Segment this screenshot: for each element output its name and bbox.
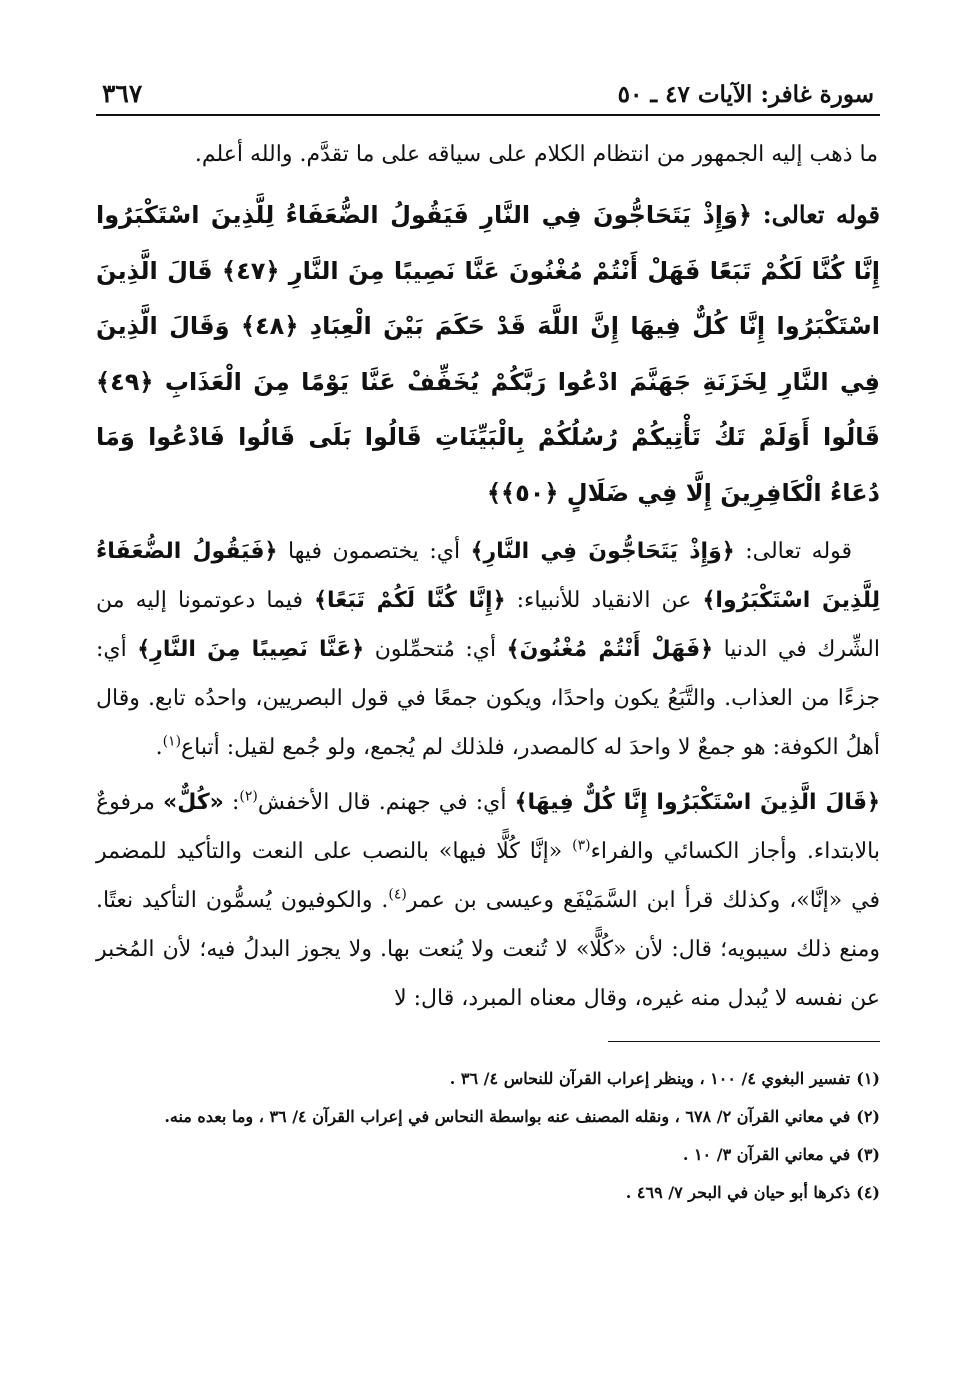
commentary-text: مرفوعٌ بالابتداء. وأجاز الكسائي والفراء bbox=[96, 790, 881, 864]
commentary-text: أي: يختصمون فيها bbox=[287, 539, 461, 564]
quoted-word: «كُلٌّ» bbox=[163, 790, 224, 815]
footnote-marker[interactable]: (٣) bbox=[572, 837, 591, 854]
footnote-text: ذكرها أبو حيان في البحر ٧/ ٤٦٩ . bbox=[625, 1183, 851, 1202]
footnote-text: تفسير البغوي ٤/ ١٠٠ ، وينظر إعراب القرآن للنحاس ٤/ ٣٦ . bbox=[449, 1069, 851, 1088]
footnote-marker[interactable]: (٤) bbox=[388, 886, 407, 903]
commentary-text: قوله تعالى: bbox=[745, 539, 853, 564]
commentary-text: «إنَّا كُلًّا فيها» بالنصب على النعت والتأكيد للمضمر في «إنَّا»، وكذلك قرأ ابن السَّمَيْفَع وعيسى بن عمر bbox=[96, 839, 880, 913]
commentary-text: . والكوفيون يُسمُّون التأكيد نعتًا. ومنع ذلك سيبويه؛ قال: لأن «كُلًّا» لا تُنعت ولا يُنعت بها. ولا يجوز البدلُ فيه؛ لأن المُخبر عن نفسه لا يُبدل منه غيره، وقال معناه المبرد، قال: لا bbox=[96, 888, 880, 1011]
footnote-number: (٣) bbox=[856, 1145, 880, 1164]
commentary-paragraph-2 bbox=[96, 778, 880, 1023]
commentary-text: . bbox=[155, 735, 163, 760]
book-page bbox=[96, 70, 880, 1212]
quran-verse-block bbox=[96, 187, 880, 521]
quran-quote: ﴿وَإِذْ يَتَحَاجُّونَ فِي النَّارِ﴾ bbox=[470, 539, 735, 564]
commentary-text: أي: في جهنم. قال الأخفش bbox=[257, 790, 507, 815]
commentary-text: فيما دعوتمونا إليه من الشِّرك في الدنيا bbox=[96, 588, 881, 662]
footnote-text: في معاني القرآن ٣/ ١٠ . bbox=[682, 1145, 851, 1164]
intro-paragraph: ما ذهب إليه الجمهور من انتظام الكلام على سياقه على ما تقدَّم. والله أعلم. bbox=[194, 142, 878, 167]
commentary-text: : bbox=[231, 790, 240, 815]
verse-text: ﴿وَإِذْ يَتَحَاجُّونَ فِي النَّارِ فَيَقُولُ الضُّعَفَاءُ لِلَّذِينَ اسْتَكْبَرُوا إِنَّا كُنَّا لَكُمْ تَبَعًا فَهَلْ أَنْتُمْ مُغْنُونَ عَنَّا نَصِيبًا مِنَ النَّارِ ﴿٤٧﴾ قَالَ الَّذِينَ اسْتَكْبَرُوا إِنَّا كُلٌّ فِيهَا إِنَّ اللَّهَ قَدْ حَكَمَ بَيْنَ الْعِبَادِ ﴿٤٨﴾ وَقَالَ الَّذِينَ فِي النَّارِ لِخَزَنَةِ جَهَنَّمَ ادْعُوا رَبَّكُمْ يُخَفِّفْ عَنَّا يَوْمًا مِنَ الْعَذَابِ ﴿٤٩﴾ قَالُوا أَوَلَمْ تَكُ تَأْتِيكُمْ رُسُلُكُمْ بِالْبَيِّنَاتِ قَالُوا بَلَى قَالُوا فَادْعُوا وَمَا دُعَاءُ الْكَافِرِينَ إِلَّا فِي ضَلَالٍ ﴿٥٠﴾﴾ bbox=[96, 201, 881, 507]
footnote-4 bbox=[96, 1174, 880, 1212]
footnote-3 bbox=[96, 1136, 880, 1174]
commentary bbox=[96, 527, 880, 1023]
footnote-1 bbox=[96, 1060, 880, 1098]
running-title: سورة غافر: الآيات ٤٧ ـ ٥٠ bbox=[617, 81, 874, 108]
quran-quote: ﴿عَنَّا نَصِيبًا مِنَ النَّارِ﴾ bbox=[137, 637, 365, 662]
footnotes bbox=[96, 1060, 880, 1212]
commentary-text: أي: مُتحمِّلون bbox=[374, 637, 497, 662]
page-number: ٣٦٧ bbox=[102, 79, 143, 108]
quran-quote: ﴿إِنَّا كُنَّا لَكُمْ تَبَعًا﴾ bbox=[314, 588, 506, 613]
commentary-text: عن الانقياد للأنبياء: bbox=[516, 588, 692, 613]
commentary-text: أي: جزءًا من العذاب. والتَّبَعُ يكون واحدًا، ويكون جمعًا في قول البصريين، واحدُه تابع. وقال أهلُ الكوفة: هو جمعٌ لا واحدَ له كالمصدر، فلذلك لم يُجمع، ولو جُمع لقيل: أتباع bbox=[96, 637, 880, 760]
footnote-number: (١) bbox=[856, 1069, 880, 1088]
page-header bbox=[96, 70, 880, 116]
footnote-marker[interactable]: (١) bbox=[162, 733, 182, 750]
verse-lead: قوله تعالى: bbox=[762, 200, 880, 229]
footnote-2 bbox=[96, 1098, 880, 1136]
footnote-divider bbox=[608, 1041, 880, 1042]
footnote-marker[interactable]: (٢) bbox=[239, 788, 258, 805]
quran-quote: ﴿فَيَقُولُ الضُّعَفَاءُ لِلَّذِينَ اسْتَكْبَرُوا﴾ bbox=[96, 539, 881, 613]
footnote-text: في معاني القرآن ٢/ ٦٧٨ ، ونقله المصنف عنه بواسطة النحاس في إعراب القرآن ٤/ ٣٦ ، وما بعده منه. bbox=[164, 1107, 851, 1126]
quran-quote: ﴿فَهَلْ أَنْتُمْ مُغْنُونَ﴾ bbox=[506, 637, 714, 662]
commentary-paragraph-1 bbox=[96, 527, 880, 772]
quran-quote: ﴿قَالَ الَّذِينَ اسْتَكْبَرُوا إِنَّا كُلٌّ فِيهَا﴾ bbox=[514, 790, 880, 815]
footnote-number: (٤) bbox=[856, 1183, 880, 1202]
footnote-number: (٢) bbox=[856, 1107, 880, 1126]
